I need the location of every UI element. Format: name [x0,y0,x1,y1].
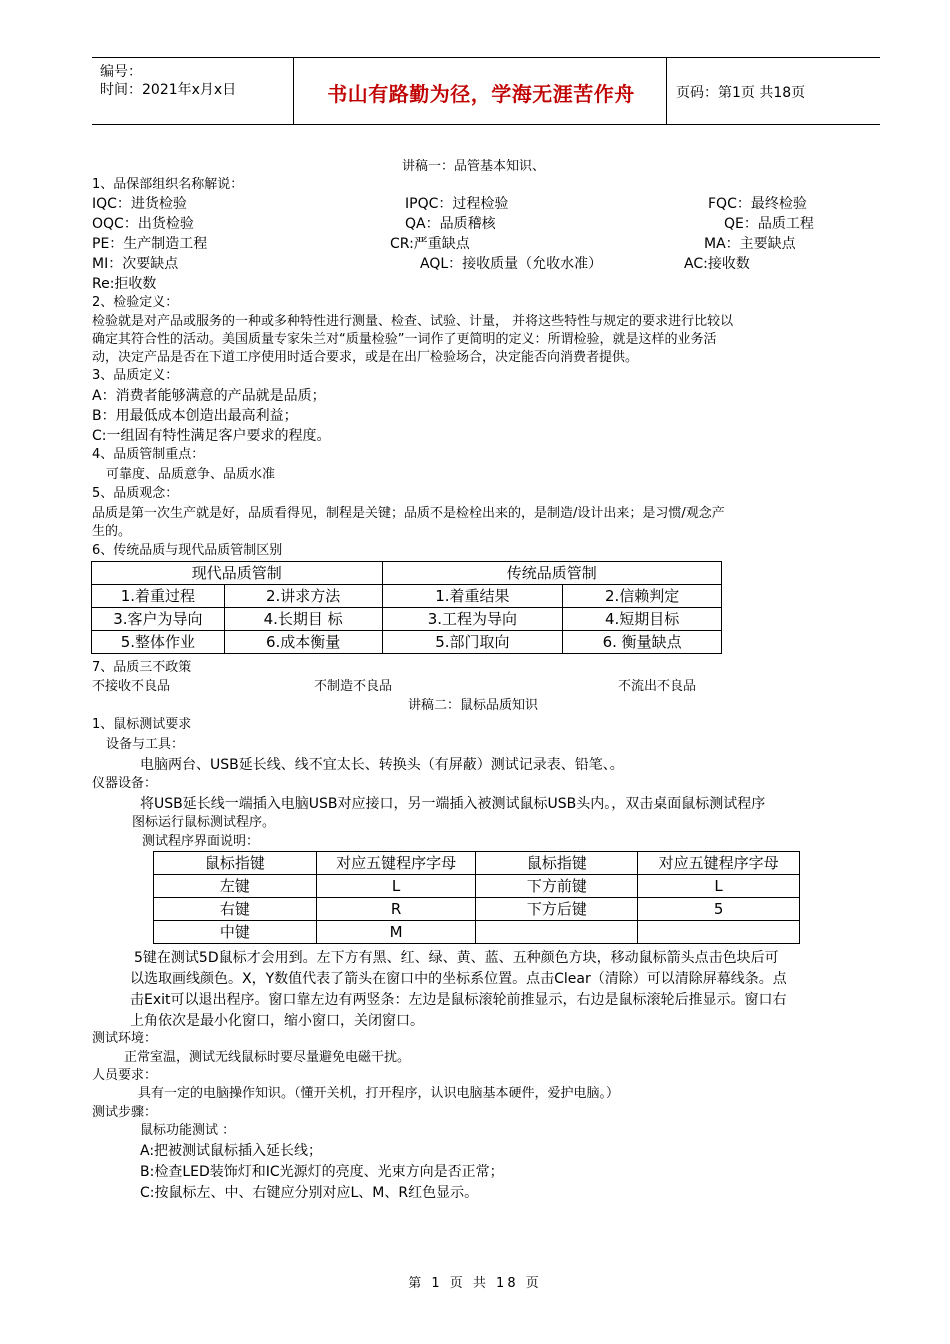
section2-line: 确定其符合性的活动。美国质量专家朱兰对“质量检验”一词作了更简明的定义：所谓检验，就是这样的业务活 [92,332,717,347]
term-ac: AC:接收数 [684,256,750,272]
section3-item: A：消费者能够满意的产品就是品质； [92,388,326,404]
table-row [154,921,800,944]
header-motto: 书山有路勤为径，学海无涯苦作舟 [327,82,635,106]
term-mi: MI：次要缺点 [92,256,179,272]
table-cell: 左键 [154,875,317,898]
section4-text: 可靠度、品质意争、品质水准 [106,467,276,482]
table-cell: R [316,898,476,921]
table-cell: 下方后键 [476,898,638,921]
lecture1-title: 讲稿一：品管基本知识、 [402,159,546,174]
table-cell [638,921,800,944]
table-cell: 4.短期目标 [563,608,722,631]
table-header-traditional: 传统品质管制 [382,562,721,585]
term-aql: AQL：接收质量（允收水准） [420,256,603,272]
test-step: C:按鼠标左、中、右键应分别对应L、M、R红色显示。 [140,1185,479,1201]
section4-heading: 4、品质管制重点： [92,447,205,462]
section3-heading: 3、品质定义： [92,368,179,383]
term-ma: MA：主要缺点 [704,236,796,252]
program-ui-label: 测试程序界面说明： [142,834,260,849]
table-header-cell: 鼠标指键 [154,852,317,875]
term-pe: PE：生产制造工程 [92,236,208,252]
policy-item: 不接收不良品 [92,679,171,694]
section2-line: 检验就是对产品或服务的一种或多种特性进行测量、检查、试验、计量， 并将这些特性与规定的要求进行比较以 [92,314,734,329]
program-description-line: 5键在测试5D鼠标才会用到。左下方有黑、红、绿、黄、蓝、五种颜色方块，移动鼠标箭头点击色块后可 [134,950,779,966]
header-bottom-rule [92,124,880,125]
table-header-cell: 鼠标指键 [476,852,638,875]
mouse-section1-heading: 1、鼠标测试要求 [92,717,192,732]
test-step: B:检查LED装饰灯和IC光源灯的亮度、光束方向是否正常； [140,1164,504,1180]
table-cell: 2.信赖判定 [563,585,722,608]
table-cell: 中键 [154,921,317,944]
quality-comparison-table [91,561,722,654]
table-cell [476,921,638,944]
term-re: Re:拒收数 [92,276,157,292]
instrument-line: 将USB延长线一端插入电脑USB对应接口，另一端插入被测试鼠标USB头内。，双击桌面鼠标测试程序 [140,796,766,812]
table-header-cell: 对应五键程序字母 [316,852,476,875]
test-step: A:把被测试鼠标插入延长线； [140,1143,323,1159]
program-description-line: 击Exit可以退出程序。窗口靠左边有两竖条：左边是鼠标滚轮前推显示，右边是鼠标滚轮后推显示。窗口右 [130,992,787,1008]
equipment-label: 设备与工具： [106,737,185,752]
policy-item: 不流出不良品 [618,679,697,694]
table-cell: L [638,875,800,898]
section5-line: 生的。 [92,524,132,539]
term-qe: QE：品质工程 [724,216,814,232]
page-footer: 第 1 页 共 18 页 [408,1276,542,1291]
staff-text: 具有一定的电脑操作知识。（懂开关机，打开程序，认识电脑基本硬件，爱护电脑。） [138,1086,620,1101]
table-cell: 2.讲求方法 [224,585,382,608]
table-cell: M [316,921,476,944]
section2-line: 动，决定产品是否在下道工序使用时适合要求，或是在出厂检验场合，决定能否向消费者提供。 [92,350,639,365]
section5-line: 品质是第一次生产就是好，品质看得见，制程是关键；品质不是检栓出来的，是制造/设计出来；是习惯/观念产 [92,506,725,521]
document-number-label: 编号： [100,64,142,80]
section3-item: C:一组固有特性满足客户要求的程度。 [92,428,331,444]
table-row [154,875,800,898]
term-fqc: FQC：最终检验 [708,196,807,212]
document-time-label: 时间：2021年x月x日 [100,82,237,98]
table-cell: 下方前键 [476,875,638,898]
header-divider-right [666,57,667,125]
section3-item: B：用最低成本创造出最高利益； [92,408,298,424]
term-iqc: IQC：进货检验 [92,196,187,212]
staff-label: 人员要求： [92,1068,158,1083]
steps-label: 测试步骤： [92,1105,158,1120]
section7-heading: 7、品质三不政策 [92,660,192,675]
section6-heading: 6、传统品质与现代品质管制区别 [92,543,283,558]
table-cell: 4.长期目 标 [224,608,382,631]
table-cell: 5.部门取向 [382,631,563,654]
environment-label: 测试环境： [92,1031,158,1046]
table-cell: 6.成本衡量 [224,631,382,654]
table-cell: 6. 衡量缺点 [563,631,722,654]
mouse-key-table [153,851,800,944]
table-cell: 1.着重过程 [92,585,225,608]
table-cell: 右键 [154,898,317,921]
term-cr: CR:严重缺点 [390,236,470,252]
page-number-label: 页码：第1页 共18页 [676,85,806,101]
table-cell: 5.整体作业 [92,631,225,654]
program-description-line: 上角依次是最小化窗口，缩小窗口，关闭窗口。 [130,1013,424,1029]
term-oqc: OQC：出货检验 [92,216,194,232]
table-cell: 1.着重结果 [382,585,563,608]
table-row [154,898,800,921]
lecture2-title: 讲稿二：鼠标品质知识 [408,698,539,713]
term-ipqc: IPQC：过程检验 [405,196,509,212]
program-description-line: 以选取画线颜色。X，Y数值代表了箭头在窗口中的坐标系位置。点击Clear（清除）可以清除屏幕线条。点 [130,971,787,987]
environment-text: 正常室温，测试无线鼠标时要尽量避免电磁干扰。 [124,1050,411,1065]
equipment-text: 电脑两台、USB延长线、线不宜太长、转换头（有屏蔽）测试记录表、铅笔、。 [140,757,624,773]
table-cell: L [316,875,476,898]
table-cell: 3.客户为导向 [92,608,225,631]
function-test-label: 鼠标功能测试 ： [140,1123,236,1138]
table-header-modern: 现代品质管制 [92,562,383,585]
table-row [92,585,722,608]
policy-item: 不制造不良品 [314,679,393,694]
table-row [92,608,722,631]
section5-heading: 5、品质观念： [92,486,179,501]
section1-heading: 1、品保部组织名称解说： [92,177,244,192]
table-cell: 3.工程为导向 [382,608,563,631]
header-divider-left [293,57,294,125]
instrument-line: 图标运行鼠标测试程序。 [132,815,276,830]
table-header-row [154,852,800,875]
table-row [92,631,722,654]
table-cell: 5 [638,898,800,921]
term-qa: QA：品质稽核 [405,216,496,232]
header-top-rule [92,57,880,58]
section2-heading: 2、检验定义： [92,295,179,310]
table-header-cell: 对应五键程序字母 [638,852,800,875]
instrument-label: 仪器设备： [92,776,158,791]
